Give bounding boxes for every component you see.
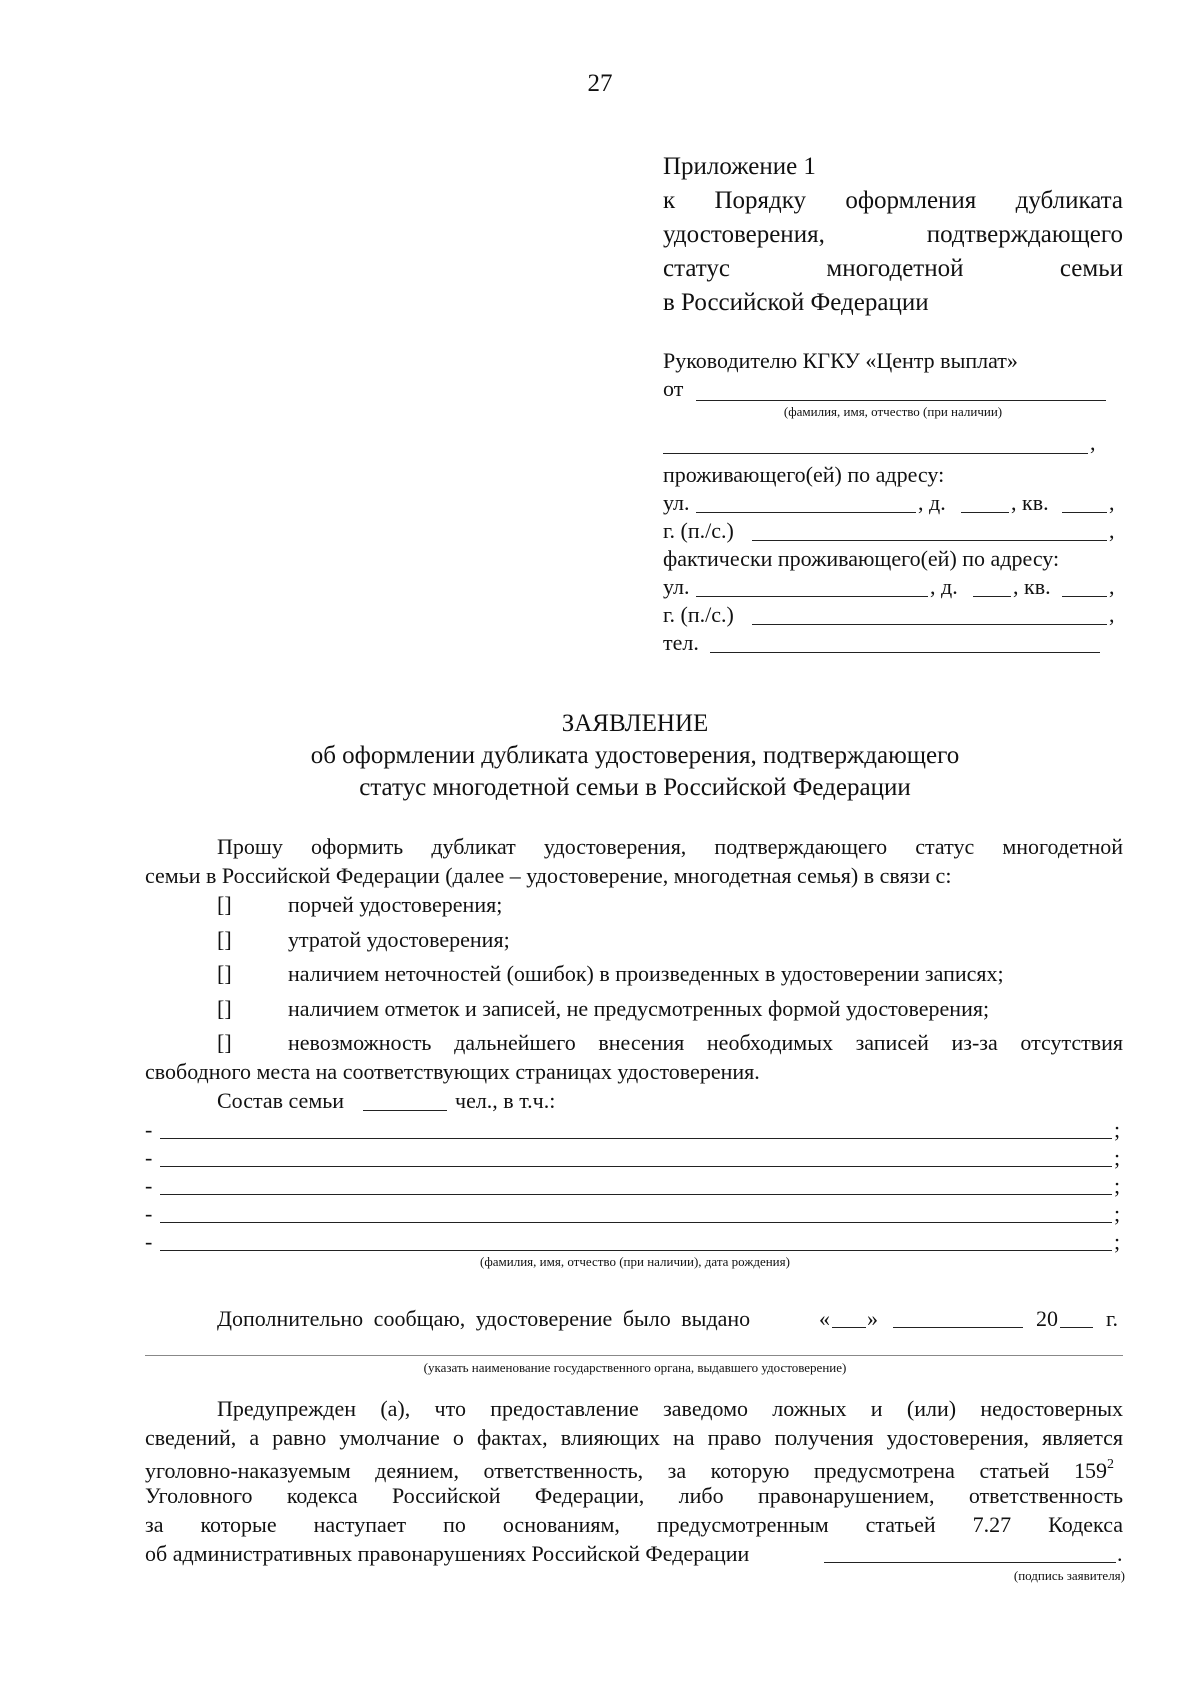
- from-fio-field[interactable]: [696, 400, 1106, 401]
- comma: ,: [1109, 574, 1115, 599]
- dash: -: [145, 1173, 153, 1198]
- semicolon: ;: [1114, 1173, 1121, 1198]
- family-member-field[interactable]: [160, 1222, 1112, 1223]
- warning-text: за которые наступает по основаниям, предусмотренным статьей 7.27 Кодекса: [145, 1512, 1123, 1537]
- actual-residing-label: фактически проживающего(ей) по адресу:: [663, 546, 1060, 571]
- comma: ,: [1109, 602, 1115, 627]
- issuing-authority-field[interactable]: [145, 1355, 1123, 1356]
- flat-label: , кв.: [1011, 490, 1049, 515]
- issued-label: Дополнительно сообщаю, удостоверение было выдано: [217, 1306, 751, 1331]
- flat-label: , кв.: [1013, 574, 1051, 599]
- family-label: Состав семьи: [217, 1088, 345, 1113]
- request-text: семьи в Российской Федерации (далее – удостоверение, многодетная семья) в связи с:: [145, 863, 952, 888]
- annex-title: Приложение 1: [663, 153, 816, 180]
- city-field[interactable]: [752, 540, 1107, 541]
- dash: -: [145, 1229, 153, 1254]
- reason-text: невозможность дальнейшего внесения необходимых записей из-за отсутствия: [288, 1030, 1123, 1055]
- addressee-to: Руководителю КГКУ «Центр выплат»: [663, 348, 1018, 373]
- warning-text: Уголовного кодекса Российской Федерации, либо правонарушением, ответственность: [145, 1483, 1123, 1508]
- comma: ,: [1109, 518, 1115, 543]
- semicolon: ;: [1114, 1145, 1121, 1170]
- reason-checkbox[interactable]: []: [217, 892, 232, 917]
- family-suffix: чел., в т.ч.:: [455, 1088, 556, 1113]
- street-label: ул.: [663, 490, 690, 515]
- flat-field[interactable]: [1062, 512, 1107, 513]
- annex-line: удостоверения, подтверждающего: [663, 221, 1123, 248]
- city-label: г. (п./с.): [663, 602, 734, 627]
- reason-text: порчей удостоверения;: [288, 892, 503, 917]
- warning-text: уголовно-наказуемым деянием, ответственность, за которую предусмотрена статьей 159: [145, 1458, 1107, 1484]
- dash: -: [145, 1117, 153, 1142]
- annex-line: к Порядку оформления дубликата: [663, 187, 1123, 214]
- statement-subtitle: статус многодетной семьи в Российской Федерации: [359, 774, 911, 801]
- dash: -: [145, 1145, 153, 1170]
- street-label: ул.: [663, 574, 690, 599]
- house-field[interactable]: [961, 512, 1009, 513]
- reason-text-continued: свободного места на соответствующих страницах удостоверения.: [145, 1059, 760, 1084]
- page-number: 27: [587, 70, 613, 97]
- year-prefix: 20: [1036, 1306, 1058, 1331]
- signature-caption: (подпись заявителя): [1013, 1568, 1125, 1583]
- dash: -: [145, 1201, 153, 1226]
- family-count-field[interactable]: [363, 1110, 447, 1111]
- family-caption: (фамилия, имя, отчество (при наличии), дата рождения): [480, 1254, 790, 1269]
- period: .: [1117, 1541, 1123, 1566]
- reason-checkbox[interactable]: []: [217, 927, 232, 952]
- family-member-field[interactable]: [160, 1166, 1112, 1167]
- semicolon: ;: [1114, 1117, 1121, 1142]
- house-label: , д.: [930, 574, 958, 599]
- semicolon: ;: [1114, 1229, 1121, 1254]
- warning-text: сведений, а равно умолчание о фактах, влияющих на право получения удостоверения, является: [145, 1425, 1123, 1450]
- issued-day-field[interactable]: [832, 1327, 866, 1328]
- comma: ,: [1090, 430, 1096, 455]
- actual-house-field[interactable]: [973, 596, 1011, 597]
- annex-line: статус многодетной семьи: [663, 255, 1123, 282]
- from-fio-field-2[interactable]: [663, 453, 1088, 454]
- semicolon: ;: [1114, 1201, 1121, 1226]
- fio-caption: (фамилия, имя, отчество (при наличии): [783, 404, 1003, 419]
- request-text: Прошу оформить дубликат удостоверения, подтверждающего статус многодетной: [217, 834, 1123, 859]
- issuing-authority-caption: (указать наименование государственного органа, выдавшего удостоверение): [423, 1360, 847, 1375]
- comma: ,: [1109, 490, 1115, 515]
- phone-label: тел.: [663, 630, 699, 655]
- street-field[interactable]: [696, 512, 916, 513]
- issued-year-field[interactable]: [1060, 1327, 1093, 1328]
- year-suffix: г.: [1106, 1306, 1119, 1331]
- footnote-superscript: 2: [1107, 1457, 1114, 1472]
- actual-street-field[interactable]: [696, 596, 928, 597]
- statement-title: ЗАЯВЛЕНИЕ: [561, 710, 709, 737]
- house-label: , д.: [918, 490, 946, 515]
- family-member-field[interactable]: [160, 1194, 1112, 1195]
- residing-label: проживающего(ей) по адресу:: [663, 462, 945, 487]
- phone-field[interactable]: [710, 652, 1100, 653]
- city-label: г. (п./с.): [663, 518, 734, 543]
- issued-month-field[interactable]: [893, 1327, 1023, 1328]
- annex-line: в Российской Федерации: [663, 289, 929, 316]
- family-member-field[interactable]: [160, 1138, 1112, 1139]
- from-label: от: [663, 376, 684, 401]
- statement-subtitle: об оформлении дубликата удостоверения, подтверждающего: [310, 742, 960, 769]
- reason-text: наличием неточностей (ошибок) в произведенных в удостоверении записях;: [288, 961, 1004, 986]
- signature-field[interactable]: [824, 1562, 1116, 1563]
- actual-flat-field[interactable]: [1062, 596, 1107, 597]
- reason-text: утратой удостоверения;: [288, 927, 510, 952]
- reason-checkbox[interactable]: []: [217, 996, 232, 1021]
- family-member-field[interactable]: [160, 1250, 1112, 1251]
- close-quote: »: [867, 1306, 878, 1331]
- warning-text: Предупрежден (а), что предоставление заведомо ложных и (или) недостоверных: [217, 1396, 1123, 1421]
- reason-checkbox[interactable]: []: [217, 1030, 232, 1055]
- reason-text: наличием отметок и записей, не предусмотренных формой удостоверения;: [288, 996, 990, 1021]
- open-quote: «: [819, 1306, 830, 1331]
- reason-checkbox[interactable]: []: [217, 961, 232, 986]
- warning-text: об административных правонарушениях Российской Федерации: [145, 1541, 750, 1566]
- actual-city-field[interactable]: [752, 624, 1107, 625]
